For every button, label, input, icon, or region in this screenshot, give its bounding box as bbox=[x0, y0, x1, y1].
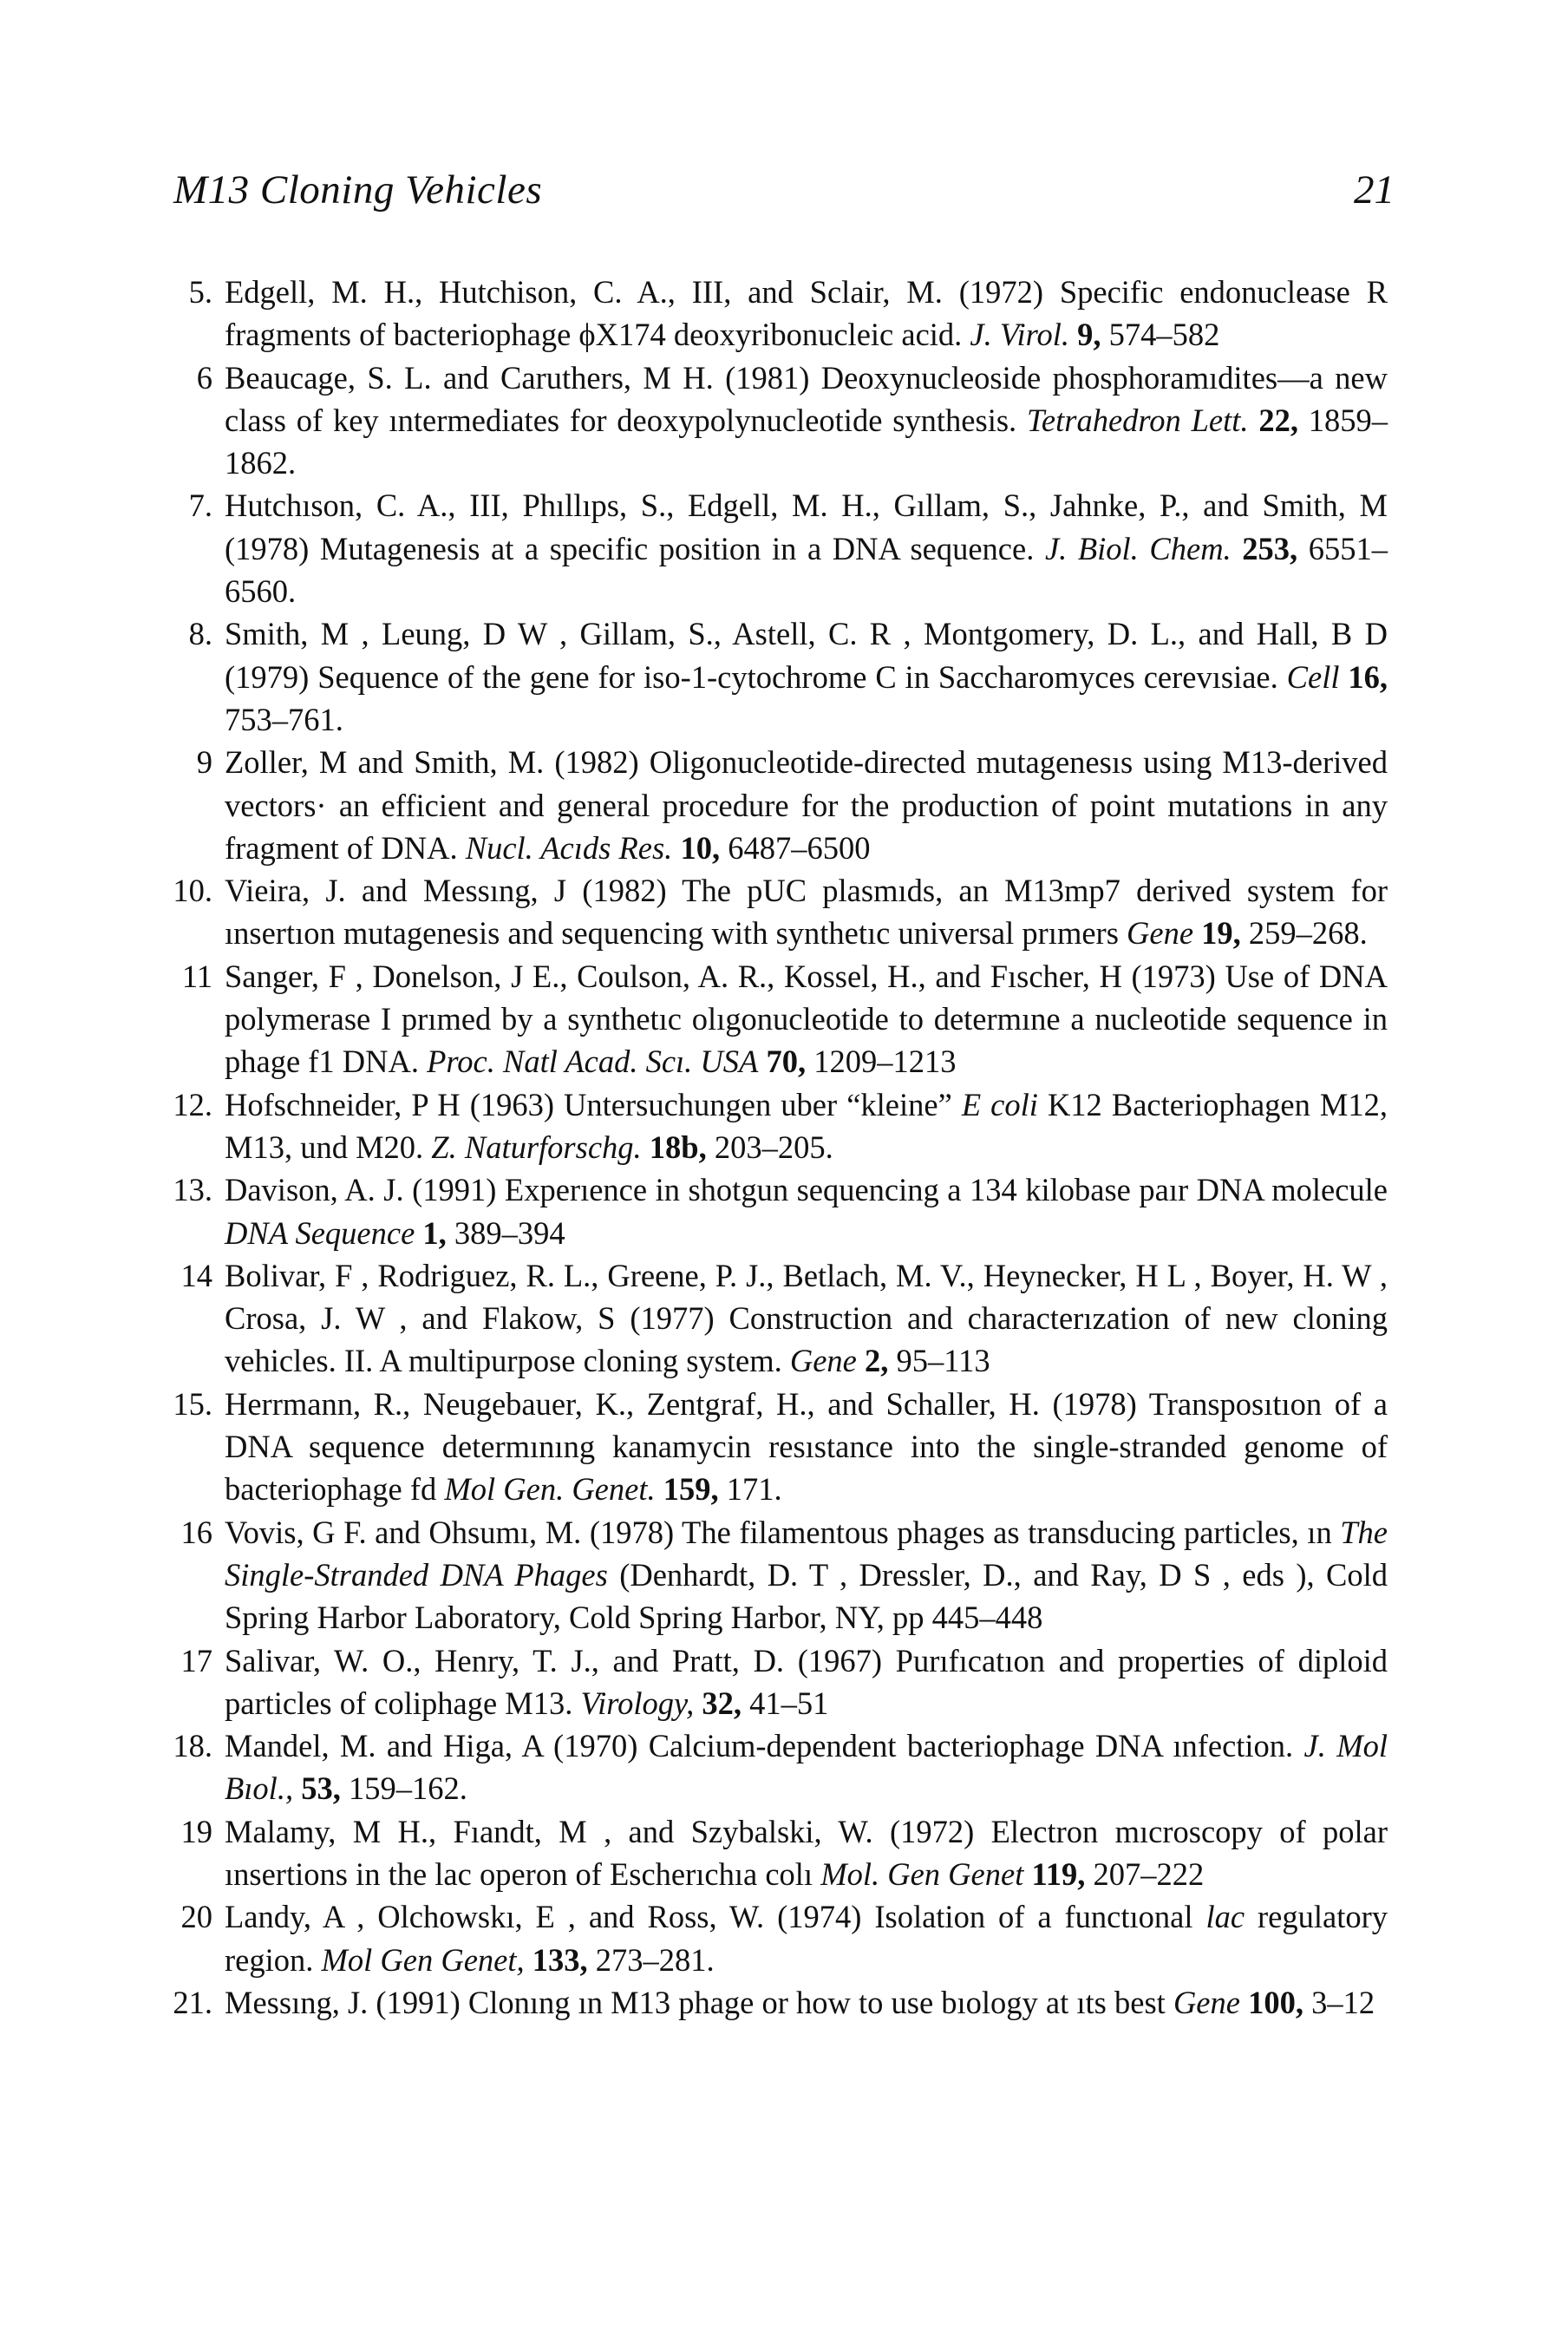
reference-item bbox=[169, 1383, 1388, 1511]
running-title: M13 Cloning Vehicles bbox=[173, 167, 543, 213]
reference-number: 6 bbox=[196, 359, 212, 396]
citation-italic-text: Gene bbox=[789, 1343, 857, 1379]
citation-text: Hofschneider, P H (1963) Untersuchungen uber “kleine” bbox=[225, 1086, 962, 1122]
citation-text bbox=[1232, 531, 1243, 566]
citation-text bbox=[1069, 317, 1077, 352]
citation-text: Salivar, W. O., Henry, T. J., and Pratt, D. (1967) Purıfıcatıon and properties of diploid particles of coliphage M13. bbox=[225, 1642, 1388, 1721]
reference-number: 18. bbox=[173, 1728, 212, 1764]
reference-number: 5. bbox=[188, 274, 212, 310]
citation-text: 207–222 bbox=[1085, 1855, 1205, 1892]
reference-item bbox=[169, 741, 1388, 869]
reference-item bbox=[169, 1895, 1388, 1981]
citation-text: 574–582 bbox=[1101, 317, 1220, 353]
reference-item bbox=[169, 1639, 1388, 1725]
reference-number: 16 bbox=[180, 1514, 212, 1550]
citation-italic-text: Z. Naturforschg. bbox=[431, 1129, 642, 1165]
reference-item bbox=[169, 1083, 1388, 1169]
citation-text: 259–268. bbox=[1240, 915, 1368, 952]
citation-text: K12 Bacteriophagen M12, M13, und M20. bbox=[225, 1086, 1388, 1165]
citation-text: 6487–6500 bbox=[720, 829, 871, 866]
reference-number: 19 bbox=[180, 1813, 212, 1849]
reference-number: 17 bbox=[180, 1642, 212, 1678]
citation-text: Messıng, J. (1991) Clonıng ın M13 phage or how to use bıology at ıts best bbox=[225, 1984, 1173, 2020]
citation-text: 3–12 bbox=[1303, 1984, 1375, 2020]
reference-number: 11 bbox=[181, 958, 212, 994]
reference-number: 8. bbox=[188, 616, 212, 652]
citation-italic-text: E coli bbox=[961, 1086, 1038, 1122]
citation-text bbox=[1240, 1985, 1248, 2020]
citation-italic-text: Proc. Natl Acad. Scı. USA bbox=[427, 1044, 759, 1080]
citation-text: Zoller, M and Smith, M. (1982) Oligonucleotide-directed mutagenesıs using M13-derived vectors· an efficient and general procedure for the production of point mutations in any fragment of DNA. bbox=[225, 744, 1388, 866]
citation-volume: 18b, bbox=[649, 1129, 707, 1165]
citation-italic-text: Mol Gen Genet, bbox=[321, 1941, 525, 1978]
citation-text: 203–205. bbox=[706, 1129, 833, 1165]
running-header bbox=[173, 167, 1395, 227]
citation-volume: 100, bbox=[1248, 1984, 1303, 2020]
citation-volume: 1, bbox=[422, 1214, 447, 1251]
citation-volume: 53, bbox=[301, 1770, 341, 1807]
citation-volume: 119, bbox=[1031, 1855, 1086, 1892]
citation-text: 273–281. bbox=[587, 1941, 715, 1978]
citation-text: (Denhardt, D. T , Dressler, D., and Ray, D S , eds ), Cold Spring Harbor Laboratory, Cold Spring Harbor, NY, pp 445–448 bbox=[225, 1556, 1388, 1636]
citation-text bbox=[525, 1942, 532, 1978]
reference-number: 20 bbox=[180, 1899, 212, 1935]
citation-text: 159–162. bbox=[340, 1770, 467, 1807]
citation-volume: 32, bbox=[702, 1685, 742, 1721]
citation-text: 95–113 bbox=[888, 1343, 990, 1379]
reference-number: 7. bbox=[188, 487, 212, 524]
citation-text: Bolivar, F , Rodriguez, R. L., Greene, P. J., Betlach, M. V., Heynecker, H L , Boyer, H. W , Crosa, J. W , and Flakow, S (1977) Construction and characterızation of new cloning vehicles. II. A multipurpose cloning system. bbox=[225, 1257, 1388, 1379]
citation-text bbox=[642, 1129, 650, 1165]
citation-text: Vieira, J. and Messıng, J (1982) The pUC plasmıds, an M13mp7 derived system for ınsertıon mutagenesis and sequencing with synthetıc universal prımers bbox=[225, 873, 1388, 952]
reference-item bbox=[169, 869, 1388, 955]
citation-italic-text: Nucl. Acıds Res. bbox=[465, 829, 673, 866]
reference-list bbox=[169, 271, 1388, 2024]
reference-item bbox=[169, 271, 1388, 357]
citation-volume: 22, bbox=[1258, 402, 1298, 438]
citation-text: regulatory region. bbox=[225, 1899, 1388, 1978]
reference-number: 21. bbox=[173, 1984, 212, 2020]
citation-text bbox=[293, 1770, 301, 1806]
citation-text: Smith, M , Leung, D W , Gillam, S., Astell, C. R , Montgomery, D. L., and Hall, B D (1979) Sequence of the gene for iso-1-cytochrome C in Saccharomyces cerevısiae. bbox=[225, 616, 1388, 695]
citation-volume: 19, bbox=[1201, 915, 1241, 952]
page-number: 21 bbox=[1354, 167, 1395, 213]
reference-item bbox=[169, 1511, 1388, 1639]
citation-italic-text: DNA Sequence bbox=[225, 1214, 415, 1251]
citation-italic-text: Mol. Gen Genet bbox=[820, 1855, 1024, 1892]
citation-text: Malamy, M H., Fıandt, M , and Szybalski, W. (1972) Electron mıcroscopy of polar ınsertions in the lac operon of Escherıchıa colı bbox=[225, 1813, 1388, 1892]
citation-text: Landy, A , Olchowskı, E , and Ross, W. (1974) Isolation of a functıonal bbox=[225, 1899, 1206, 1935]
reference-item bbox=[169, 484, 1388, 612]
citation-text: 1209–1213 bbox=[806, 1044, 957, 1080]
citation-text: Edgell, M. H., Hutchison, C. A., III, and Sclair, M. (1972) Specific endonuclease R fragments of bacteriophage ϕX174 deoxyribonucleic acid. bbox=[225, 274, 1388, 353]
reference-item bbox=[169, 357, 1388, 485]
reference-number: 10. bbox=[173, 873, 212, 909]
citation-text: 41–51 bbox=[742, 1685, 829, 1721]
reference-item bbox=[169, 1981, 1388, 2024]
citation-text: Mandel, M. and Higa, A (1970) Calcium-dependent bacteriophage DNA ınfection. bbox=[225, 1728, 1304, 1764]
citation-italic-text: Cell bbox=[1286, 658, 1340, 695]
reference-item bbox=[169, 955, 1388, 1083]
citation-text bbox=[857, 1343, 865, 1378]
citation-text: 389–394 bbox=[446, 1214, 565, 1251]
citation-text: Davison, A. J. (1991) Experıence in shotgun sequencing a 134 kilobase paır DNA molecule bbox=[225, 1172, 1388, 1208]
citation-text: 753–761. bbox=[225, 701, 343, 737]
citation-text bbox=[1193, 915, 1201, 951]
citation-text: Herrmann, R., Neugebauer, K., Zentgraf, H., and Schaller, H. (1978) Transposıtıon of a DNA sequence determınıng kanamycin resıstance into the single-stranded genome of bacteriophage fd bbox=[225, 1385, 1388, 1508]
citation-volume: 16, bbox=[1348, 658, 1388, 695]
citation-volume: 9, bbox=[1077, 317, 1101, 353]
citation-text bbox=[1249, 402, 1259, 438]
citation-text: Beaucage, S. L. and Caruthers, M H. (1981) Deoxynucleoside phosphoramıdites—a new class of key ıntermediates for deoxypolynucleotide synthesis. bbox=[225, 359, 1388, 438]
citation-text: 171. bbox=[718, 1471, 782, 1508]
citation-text: Sanger, F , Donelson, J E., Coulson, A. R., Kossel, H., and Fıscher, H (1973) Use of DNA polymerase I prımed by a synthetıc olıgonucleotide to determıne a nucleotide sequence in phage f1 DNA. bbox=[225, 958, 1388, 1080]
citation-volume: 70, bbox=[766, 1044, 807, 1080]
reference-number: 9 bbox=[196, 744, 212, 781]
citation-volume: 159, bbox=[663, 1471, 719, 1508]
reference-item bbox=[169, 1724, 1388, 1810]
reference-item bbox=[169, 1810, 1388, 1896]
citation-text bbox=[1339, 659, 1348, 695]
reference-number: 12. bbox=[173, 1086, 212, 1122]
citation-italic-text: lac bbox=[1205, 1899, 1245, 1935]
citation-italic-text: Gene bbox=[1173, 1984, 1240, 2020]
reference-number: 15. bbox=[173, 1385, 212, 1422]
citation-italic-text: Tetrahedron Lett. bbox=[1026, 402, 1249, 438]
citation-italic-text: Gene bbox=[1127, 915, 1194, 952]
citation-italic-text: Mol Gen. Genet. bbox=[444, 1471, 656, 1508]
citation-text: 6551–6560. bbox=[225, 530, 1388, 610]
citation-italic-text: J. Biol. Chem. bbox=[1044, 530, 1232, 566]
reference-number: 13. bbox=[173, 1172, 212, 1208]
reference-item bbox=[169, 612, 1388, 741]
reference-item bbox=[169, 1168, 1388, 1254]
citation-italic-text: Virology, bbox=[580, 1685, 695, 1721]
citation-volume: 10, bbox=[680, 829, 721, 866]
reference-item bbox=[169, 1254, 1388, 1383]
citation-italic-text: J. Virol. bbox=[970, 317, 1069, 353]
reference-number: 14 bbox=[180, 1257, 212, 1293]
citation-italic-text: J. Mol Bıol., bbox=[225, 1728, 1388, 1807]
citation-text: Hutchıson, C. A., III, Phıllıps, S., Edgell, M. H., Gıllam, S., Jahnke, P., and Smith, M (1978) Mutagenesis at a specific position in a DNA sequence. bbox=[225, 487, 1388, 566]
citation-text bbox=[656, 1471, 663, 1507]
citation-text: Vovis, G F. and Ohsumı, M. (1978) The filamentous phages as transducing particles, ın bbox=[225, 1514, 1341, 1550]
citation-text: 1859–1862. bbox=[225, 402, 1388, 481]
citation-volume: 253, bbox=[1242, 530, 1298, 566]
citation-italic-text: The Single-Stranded DNA Phages bbox=[225, 1514, 1388, 1593]
citation-volume: 2, bbox=[865, 1343, 889, 1379]
citation-volume: 133, bbox=[532, 1941, 588, 1978]
